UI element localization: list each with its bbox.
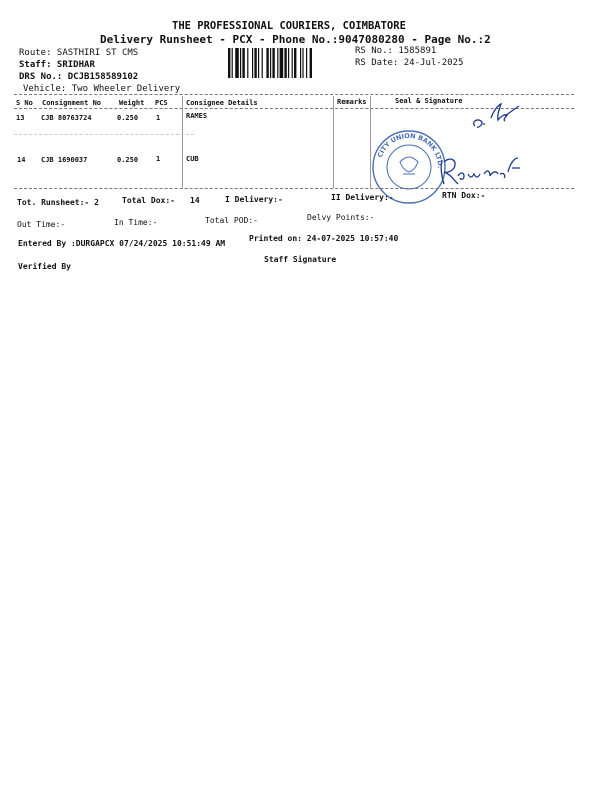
staff-text: Staff: SRIDHAR	[19, 60, 95, 70]
handwritten-signature-2	[438, 150, 528, 190]
col-separator	[182, 96, 183, 188]
col-separator	[333, 96, 334, 188]
vehicle-text: Vehicle: Two Wheeler Delivery	[23, 84, 181, 94]
barcode-image	[228, 48, 348, 78]
verified-by: Verified By	[18, 262, 71, 271]
runsheet-subtitle: Delivery Runsheet - PCX - Phone No.:9047080280 - Page No.:2	[100, 33, 491, 46]
drs-number: DRS No.: DCJB158589102	[19, 72, 139, 82]
col-remarks: Remarks	[337, 98, 367, 106]
row-weight: 0.250	[117, 156, 139, 164]
row-consignee: RAMES	[186, 112, 208, 120]
row-consignment: CJB 1690037	[41, 156, 88, 164]
rs-number: RS No.: 1585891	[355, 46, 437, 56]
row-pcs: 1	[156, 155, 161, 163]
row-sno: 13	[16, 114, 25, 122]
printed-on: Printed on: 24-07-2025 10:57:40	[249, 234, 399, 243]
total-dox-value: 14	[190, 196, 200, 205]
row-sno: 14	[17, 156, 26, 164]
out-time: Out Time:-	[17, 220, 66, 229]
total-pod: Total POD:-	[205, 216, 258, 225]
delvy-points: Delvy Points:-	[307, 213, 375, 222]
entered-by: Entered By :DURGAPCX 07/24/2025 10:51:49 AM	[18, 239, 226, 248]
route-text: Route: SASTHIRI ST CMS	[19, 48, 139, 58]
row-consignment: CJB 80763724	[41, 114, 92, 122]
company-title: THE PROFESSIONAL COURIERS, COIMBATORE	[172, 20, 406, 32]
col-pcs: PCS	[155, 99, 168, 107]
total-dox-label: Total Dox:-	[122, 196, 175, 205]
ii-delivery: II Delivery:-	[331, 193, 394, 202]
row-consignee: CUB	[186, 155, 199, 163]
tot-runsheet: Tot. Runsheet:- 2	[17, 198, 99, 207]
rs-date: RS Date: 24-Jul-2025	[355, 58, 464, 68]
in-time: In Time:-	[114, 218, 158, 227]
handwritten-signature-1	[465, 96, 525, 136]
row-divider	[14, 134, 194, 135]
col-consignment: Consignment No	[42, 99, 102, 107]
row-weight: 0.250	[117, 114, 139, 122]
i-delivery: I Delivery:-	[225, 195, 283, 204]
staff-signature-label: Staff Signature	[264, 255, 337, 264]
row-pcs: 1	[156, 114, 161, 122]
col-consignee: Consignee Details	[186, 99, 258, 107]
col-seal-signature: Seal & Signature	[395, 97, 463, 105]
col-sno: S No	[16, 99, 33, 107]
col-weight: Weight	[119, 99, 145, 107]
svg-text:CITY UNION BANK LTD.: CITY UNION BANK LTD.	[375, 131, 445, 169]
table-top-rule	[14, 94, 574, 95]
rtn-dox: RTN Dox:-	[442, 191, 486, 200]
